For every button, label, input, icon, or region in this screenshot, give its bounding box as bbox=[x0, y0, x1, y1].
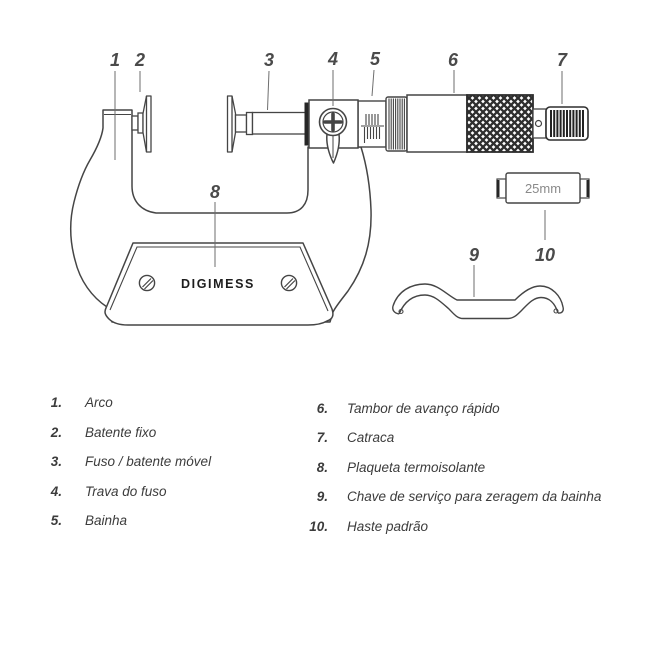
plate-screw-left bbox=[139, 275, 154, 290]
legend-num-8: 8. bbox=[316, 460, 328, 475]
legend-label-haste: Haste padrão bbox=[347, 519, 429, 534]
legend-num-7: 7. bbox=[316, 430, 328, 445]
thimble bbox=[386, 95, 533, 152]
legend-num-1: 1. bbox=[50, 395, 62, 410]
thermal-plate bbox=[105, 243, 333, 325]
legend-num-3: 3. bbox=[50, 454, 62, 469]
legend-num-5: 5. bbox=[50, 513, 62, 528]
callout-3: 3 bbox=[263, 50, 275, 70]
callout-7: 7 bbox=[556, 50, 568, 70]
legend-label-chave: Chave de serviço para zeragem da bainha bbox=[347, 489, 602, 504]
callout-9: 9 bbox=[468, 245, 480, 265]
knurled-grip bbox=[467, 95, 533, 152]
brand-text: DIGIMESS bbox=[181, 277, 255, 291]
callout-1: 1 bbox=[109, 50, 121, 70]
legend-label-arco: Arco bbox=[85, 395, 113, 410]
spanner-wrench bbox=[393, 284, 564, 319]
gauge-block-label: 25mm bbox=[524, 181, 562, 196]
legend-label-batente-fixo: Batente fixo bbox=[85, 425, 157, 440]
callout-5: 5 bbox=[369, 49, 381, 69]
ratchet bbox=[533, 107, 588, 140]
callout-8: 8 bbox=[209, 182, 221, 202]
legend-num-2: 2. bbox=[50, 425, 62, 440]
legend-num-9: 9. bbox=[316, 489, 328, 504]
spindle bbox=[228, 96, 311, 152]
callout-6: 6 bbox=[447, 50, 459, 70]
legend-label-fuso: Fuso / batente móvel bbox=[85, 454, 212, 469]
legend-num-6: 6. bbox=[316, 401, 328, 416]
plate-screw-right bbox=[281, 275, 296, 290]
legend-label-trava: Trava do fuso bbox=[85, 484, 167, 499]
gauge-block bbox=[497, 173, 590, 203]
callout-2: 2 bbox=[134, 50, 146, 70]
legend-label-tambor: Tambor de avanço rápido bbox=[347, 401, 500, 416]
fixed-anvil bbox=[132, 96, 151, 152]
callout-10: 10 bbox=[534, 245, 556, 265]
legend-label-bainha: Bainha bbox=[85, 513, 128, 528]
legend-label-catraca: Catraca bbox=[347, 430, 395, 445]
sleeve bbox=[358, 101, 386, 147]
legend-label-plaqueta: Plaqueta termoisolante bbox=[347, 460, 486, 475]
legend-num-10: 10. bbox=[309, 519, 328, 534]
legend-num-4: 4. bbox=[50, 484, 62, 499]
callout-4: 4 bbox=[327, 49, 339, 69]
